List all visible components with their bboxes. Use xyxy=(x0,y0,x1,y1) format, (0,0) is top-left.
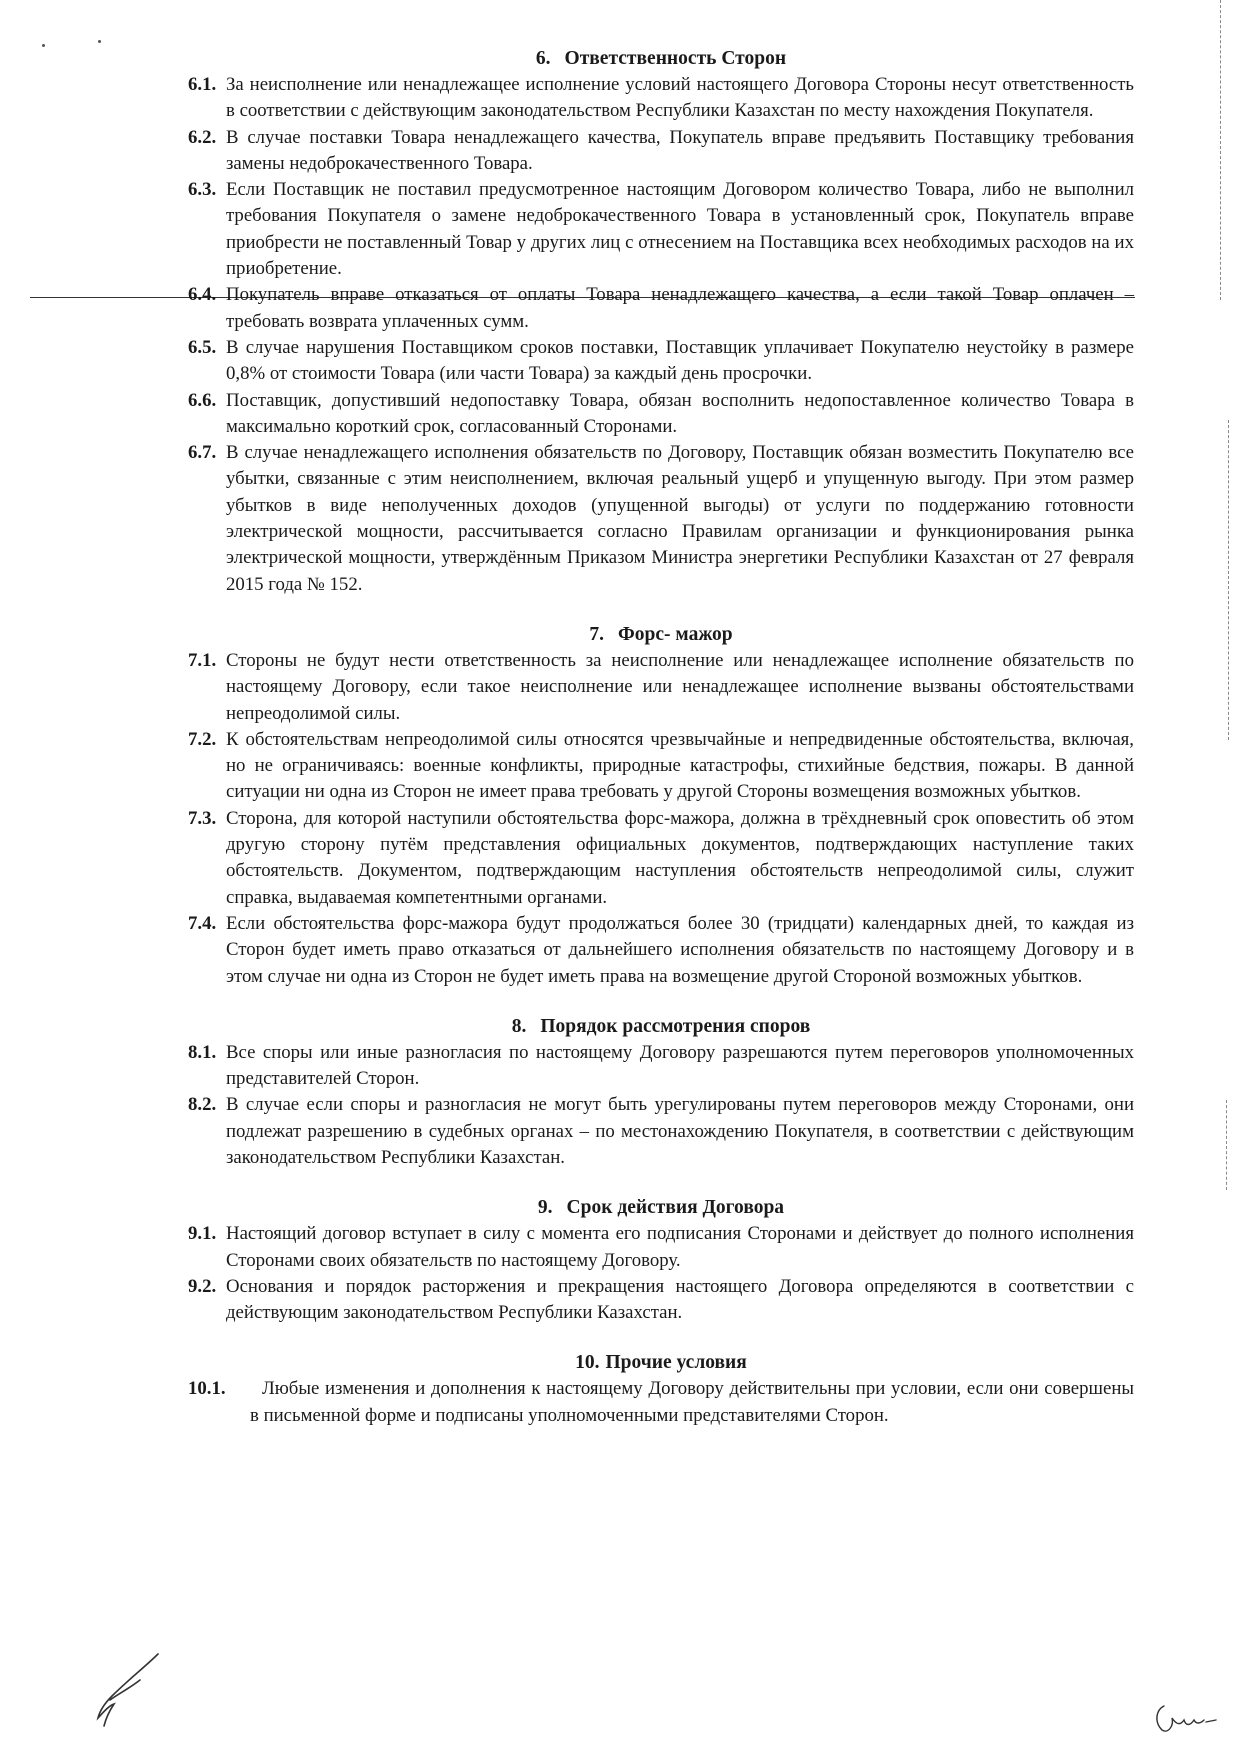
clause-number: 6.1. xyxy=(188,74,217,95)
section-9 xyxy=(188,1195,1134,1326)
section-8 xyxy=(188,1014,1134,1171)
section-heading xyxy=(188,622,1134,648)
clause-number: 9.1. xyxy=(188,1223,217,1245)
clause-text: К обстоятельствам непреодолимой силы относятся чрезвычайные и непредвиденные обстоятельства, включая, но не ограничиваясь: военные конфликты, природные катастрофы, стихийные бедствия, пожары. В данной ситуации ни одна из Сторон не имеет права требовать у другой Стороны возмещения возможных убытков. xyxy=(226,728,1134,803)
scan-edge-mark xyxy=(1220,0,1221,300)
clause xyxy=(188,1040,1134,1093)
clause-number: 6.2. xyxy=(188,126,217,148)
clause-text: Если Поставщик не поставил предусмотренное настоящим Договором количество Товара, либо не выполнил требования Покупателя о замене недоброкачественного Товара в установленный срок, Покупатель вправе приобрести не поставленный Товар у других лиц с отнесением на Поставщика всех необходимых расходов на их приобретение. xyxy=(226,179,1134,280)
clause xyxy=(188,648,1134,727)
clause-text: Стороны не будут нести ответственность за неисполнение или ненадлежащее исполнение обязательств по настоящему Договору, если такое неисполнение или ненадлежащее исполнение вызваны обстоятельствами непреодолимой силы. xyxy=(226,649,1134,724)
clause-number: 7.3. xyxy=(188,807,217,829)
signature-left-icon xyxy=(88,1650,168,1730)
signature-right-icon xyxy=(1150,1700,1220,1740)
clause xyxy=(188,125,1134,178)
clause-text: Настоящий договор вступает в силу с момента его подписания Сторонами и действует до полного исполнения Сторонами своих обязательств по настоящему Договору. xyxy=(226,1223,1134,1271)
clause-number: 6.5. xyxy=(188,336,217,358)
clause-number: 6.3. xyxy=(188,179,217,201)
clause xyxy=(188,806,1134,911)
section-title: Порядок рассмотрения споров xyxy=(540,1015,811,1037)
clause-number: 7.2. xyxy=(188,728,217,750)
section-number: 8. xyxy=(511,1015,527,1037)
clause xyxy=(188,1274,1134,1327)
clause xyxy=(188,282,1134,335)
clause xyxy=(188,440,1134,598)
clause xyxy=(188,727,1134,806)
clause-number: 6.4. xyxy=(188,284,217,306)
scan-speck xyxy=(98,40,101,43)
section-title: Прочие условия xyxy=(605,1352,747,1374)
section-title: Ответственность Сторон xyxy=(564,48,787,69)
clause-text: В случае нарушения Поставщиком сроков поставки, Поставщик уплачивает Покупателю неустойку в размере 0,8% от стоимости Товара (или части Товара) за каждый день просрочки. xyxy=(226,336,1134,385)
section-number: 10. xyxy=(575,1352,600,1374)
clause xyxy=(188,388,1134,441)
section-heading xyxy=(188,1350,1134,1376)
clause-number: 9.2. xyxy=(188,1275,217,1297)
clause-text: В случае если споры и разногласия не могут быть урегулированы путем переговоров между Сторонами, они подлежат разрешению в судебных органах – по местонахождению Покупателя, в соответствии с действующим законодательством Республики Казахстан. xyxy=(226,1094,1134,1168)
contract-body xyxy=(188,46,1134,1429)
clause xyxy=(188,177,1134,282)
clause xyxy=(188,335,1134,388)
clause xyxy=(188,911,1134,990)
clause-text: Основания и порядок расторжения и прекращения настоящего Договора определяются в соответствии с действующим законодательством Республики Казахстан. xyxy=(226,1275,1134,1324)
clause-text: Поставщик, допустивший недопоставку Товара, обязан восполнить недопоставленное количество Товара в максимально короткий срок, согласованный Сторонами. xyxy=(226,389,1134,437)
clause-number: 6.7. xyxy=(188,442,217,464)
clause-number: 10.1. xyxy=(188,1378,226,1400)
section-number: 6. xyxy=(535,48,551,69)
clause-text: Все споры или иные разногласия по настоящему Договору разрешаются путем переговоров уполномоченных представителей Сторон. xyxy=(226,1041,1134,1090)
section-title: Срок действия Договора xyxy=(566,1197,785,1219)
section-heading xyxy=(188,46,1134,72)
clause-text: Если обстоятельства форс-мажора будут продолжаться более 30 (тридцати) календарных дней, то каждая из Сторон будет иметь право отказаться от дальнейшего исполнения обязательств по настоящему Договору и в этом случае ни одна из Сторон не будет иметь права на возмещение другой Стороной возможных убытков. xyxy=(226,912,1134,987)
clause xyxy=(188,1092,1134,1171)
clause-text: Сторона, для которой наступили обстоятельства форс-мажора, должна в трёхдневный срок оповестить об этом другую сторону путём представления официальных документов, подтверждающих наступление таких обстоятельств. Документом, подтверждающим наступления обстоятельств непреодолимой силы, служит справка, выдаваемая компетентными органами. xyxy=(226,807,1134,908)
clause-text: В случае поставки Товара ненадлежащего качества, Покупатель вправе предъявить Поставщику требования замены недоброкачественного Товара. xyxy=(226,126,1134,174)
clause xyxy=(188,72,1134,125)
clause-number: 6.6. xyxy=(188,389,217,411)
clause-number: 8.2. xyxy=(188,1094,217,1116)
scan-edge-mark xyxy=(1228,420,1229,740)
clause-number: 7.1. xyxy=(188,649,217,671)
section-heading xyxy=(188,1014,1134,1040)
clause xyxy=(188,1376,1134,1429)
section-10 xyxy=(188,1350,1134,1429)
section-title: Форс- мажор xyxy=(618,623,733,645)
clause-number: 7.4. xyxy=(188,912,217,934)
section-number: 7. xyxy=(589,623,605,645)
clause-number: 8.1. xyxy=(188,1041,217,1063)
clause-text: Покупатель вправе отказаться от оплаты Товара ненадлежащего качества, а если такой Товар оплачен – требовать возврата уплаченных сумм. xyxy=(226,284,1134,332)
section-number: 9. xyxy=(537,1197,553,1219)
scan-edge-mark xyxy=(1226,1100,1227,1190)
clause xyxy=(188,1221,1134,1274)
clause-text: Любые изменения и дополнения к настоящему Договору действительны при условии, если они совершены в письменной форме и подписаны уполномоченными представителями Сторон. xyxy=(250,1378,1134,1426)
scan-speck xyxy=(42,44,45,47)
clause-text: В случае ненадлежащего исполнения обязательств по Договору, Поставщик обязан возместить Покупателю все убытки, связанные с этим неисполнением, включая реальный ущерб и упущенную выгоду. При этом размер убытков в виде неполученных доходов (упущенной выгоды) от услуги по поддержанию готовности электрической мощности, рассчитывается согласно Правилам организации и функционирования рынка электрической мощности, утверждённым Приказом Министра энергетики Республики Казахстан от 27 февраля 2015 года № 152. xyxy=(226,442,1134,595)
section-heading xyxy=(188,1195,1134,1221)
clause-text: За неисполнение или ненадлежащее исполнение условий настоящего Договора Стороны несут ответственность в соответствии с действующим законодательством Республики Казахстан по месту нахождения Покупателя. xyxy=(226,74,1134,122)
section-6 xyxy=(188,46,1134,598)
section-7 xyxy=(188,622,1134,990)
